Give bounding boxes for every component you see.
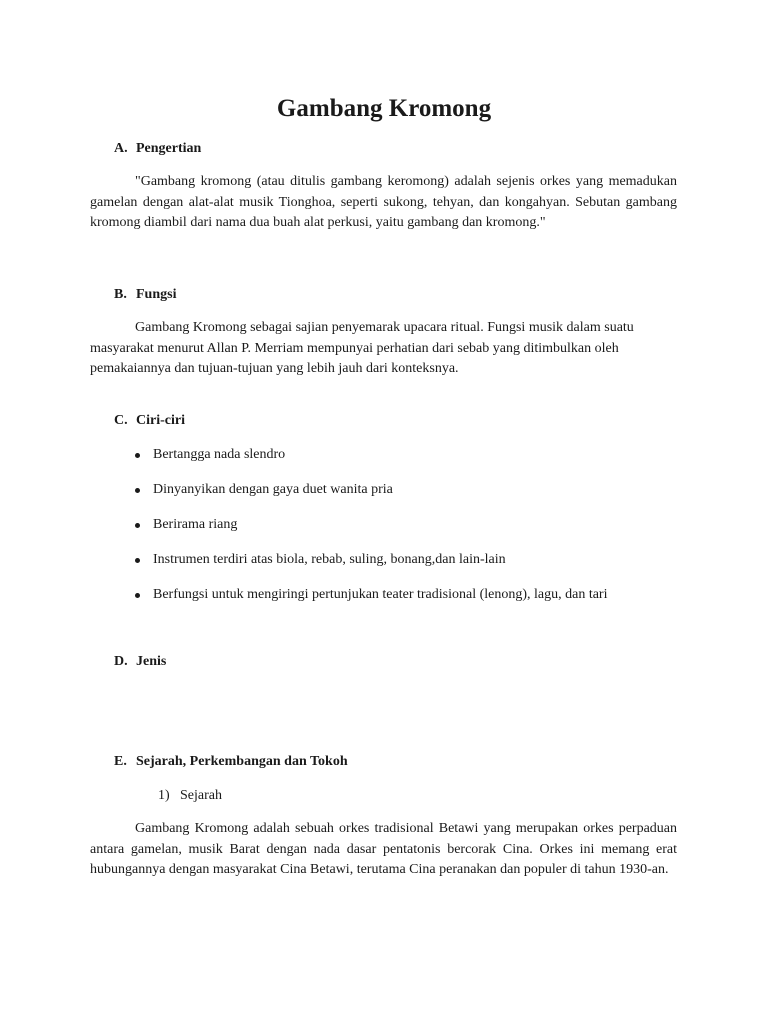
list-item-text: Berfungsi untuk mengiringi pertunjukan teater tradisional (lenong), lagu, dan tari (153, 587, 608, 602)
ciri-ciri-list (135, 446, 608, 621)
section-letter: A. (114, 141, 128, 156)
subsection-sejarah (158, 787, 222, 805)
list-item-text: Bertangga nada slendro (153, 447, 286, 462)
document-title: Gambang Kromong (276, 95, 492, 122)
section-title: Ciri-ciri (136, 413, 185, 428)
paragraph-fungsi: Gambang Kromong sebagai sajian penyemarak upacara ritual. Fungsi musik dalam suatu masyarakat menurut Allan P. Merriam mempunyai perhatian dari sebab yang ditimbulkan oleh pemakaiannya dan tujuan-tujuan yang lebih jauh dari konteksnya. (90, 320, 634, 377)
list-item (135, 551, 608, 586)
section-title: Pengertian (136, 141, 202, 156)
list-item-text: Dinyanyikan dengan gaya duet wanita pria (153, 482, 393, 497)
bullet-icon (135, 593, 140, 598)
bullet-icon (135, 453, 140, 458)
bullet-icon (135, 523, 140, 528)
list-item (135, 446, 608, 481)
bullet-icon (135, 558, 140, 563)
section-title: Jenis (136, 654, 167, 669)
section-heading-jenis (114, 653, 166, 671)
paragraph-pengertian: "Gambang kromong (atau ditulis gambang keromong) adalah sejenis orkes yang memadukan gamelan dengan alat-alat musik Tionghoa, seperti sukong, tehyan, dan kongahyan. Sebutan gambang kromong diambil dari nama dua buah alat perkusi, yaitu gambang dan kromong." (90, 174, 677, 231)
section-letter: E. (114, 754, 127, 769)
section-letter: C. (114, 413, 128, 428)
list-item (135, 586, 608, 621)
list-item (135, 481, 608, 516)
paragraph-sejarah: Gambang Kromong adalah sebuah orkes tradisional Betawi yang merupakan orkes perpaduan antara gamelan, musik Barat dengan nada dasar pentatonis bercorak Cina. Orkes ini memang erat hubungannya dengan masyarakat Cina Betawi, terutama Cina peranakan dan populer di tahun 1930-an. (90, 821, 677, 878)
section-heading-fungsi (114, 286, 176, 304)
section-title: Fungsi (136, 287, 177, 302)
subsection-title: Sejarah (180, 788, 222, 803)
bullet-icon (135, 488, 140, 493)
section-title: Sejarah, Perkembangan dan Tokoh (136, 754, 348, 769)
section-heading-pengertian (114, 140, 201, 158)
section-letter: D. (114, 654, 128, 669)
list-item-text: Berirama riang (153, 517, 238, 532)
section-letter: B. (114, 287, 127, 302)
section-heading-sejarah (114, 753, 348, 771)
section-heading-ciri-ciri (114, 412, 185, 430)
subsection-number: 1) (158, 788, 170, 803)
list-item-text: Instrumen terdiri atas biola, rebab, suling, bonang,dan lain-lain (153, 552, 506, 567)
list-item (135, 516, 608, 551)
